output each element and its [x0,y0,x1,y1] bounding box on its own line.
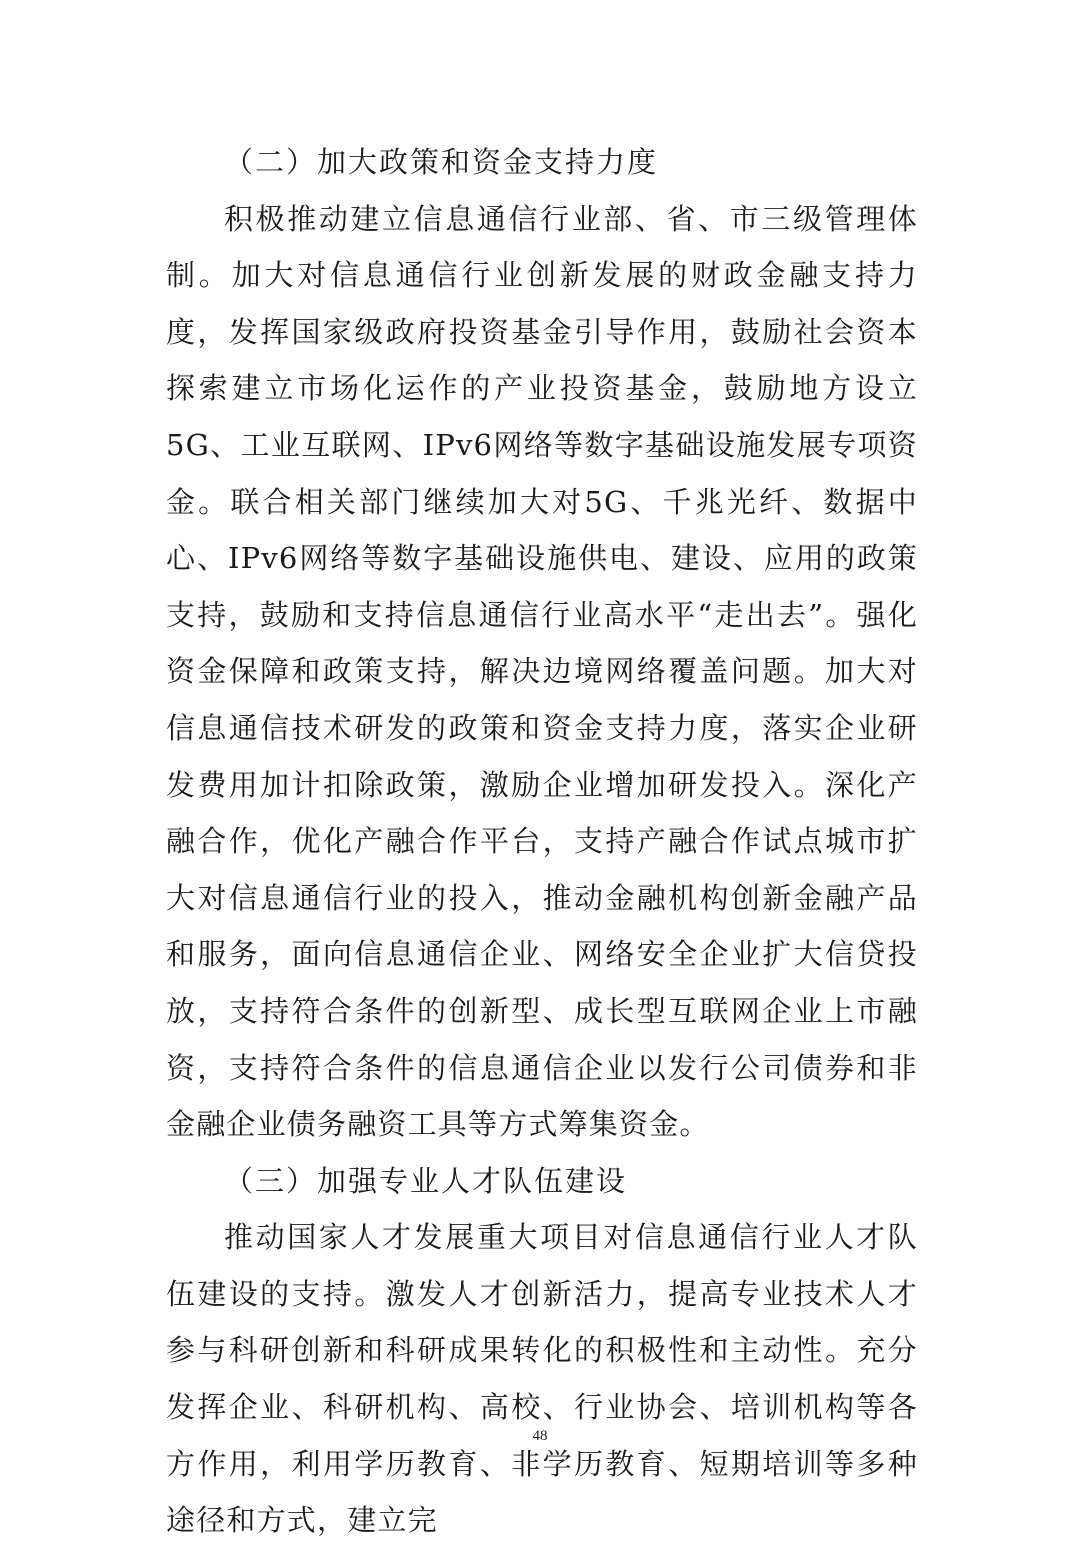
section-paragraph-talent-team: 推动国家人才发展重大项目对信息通信行业人才队伍建设的支持。激发人才创新活力，提高专业技术人才参与科研创新和科研成果转化的积极性和主动性。充分发挥企业、科研机构、高校、行业协会、培训机构等各方作用，利用学历教育、非学历教育、短期培训等多种途径和方式，建立完 [166,1220,918,1538]
section-heading-talent-team: （三）加强专业人才队伍建设 [224,1163,628,1198]
section-heading-policy-funding: （二）加大政策和资金支持力度 [224,145,659,179]
page-number: 48 [532,1428,548,1444]
document-body [166,134,918,1549]
section-paragraph-policy-funding: 积极推动建立信息通信行业部、省、市三级管理体制。加大对信息通信行业创新发展的财政金融支持力度，发挥国家级政府投资基金引导作用，鼓励社会资本探索建立市场化运作的产业投资基金，鼓励地方设立5G、工业互联网、IPv6网络等数字基础设施发展专项资金。联合相关部门继续加大对5G、千兆光纤、数据中心、IPv6网络等数字基础设施供电、建设、应用的政策支持，鼓励和支持信息通信行业高水平“走出去”。强化资金保障和政策支持，解决边境网络覆盖问题。加大对信息通信技术研发的政策和资金支持力度，落实企业研发费用加计扣除政策，激励企业增加研发投入。深化产融合作，优化产融合作平台，支持产融合作试点城市扩大对信息通信行业的投入，推动金融机构创新金融产品和服务，面向信息通信企业、网络安全企业扩大信贷投放，支持符合条件的创新型、成长型互联网企业上市融资，支持符合条件的信息通信企业以发行公司债券和非金融企业债务融资工具等方式筹集资金。 [166,201,918,1142]
